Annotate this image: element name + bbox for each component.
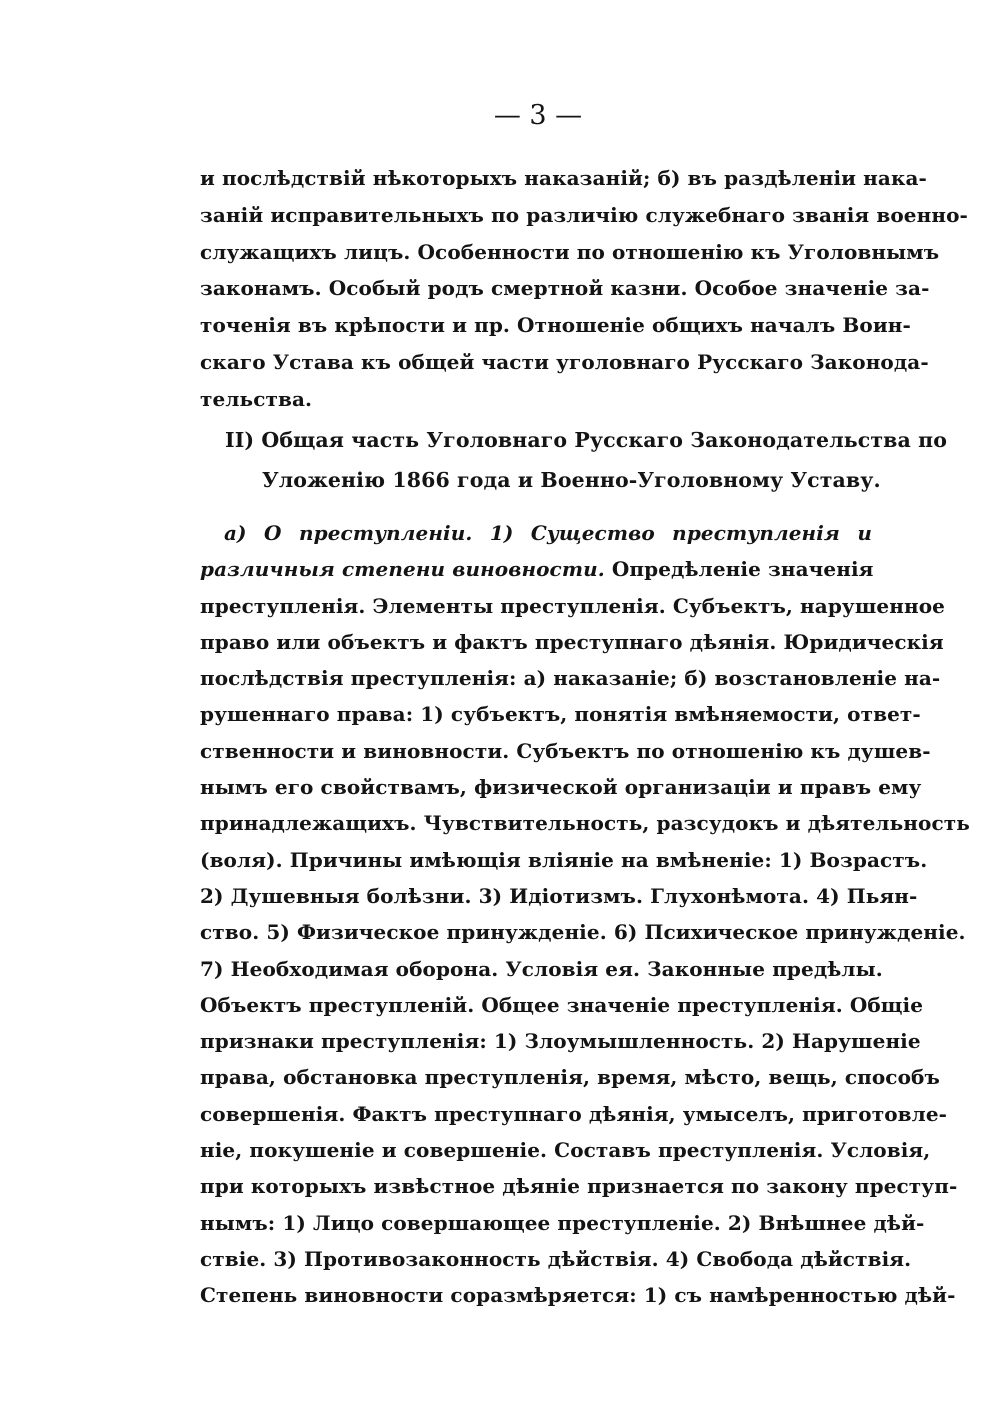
text-line: нымъ его свойствамъ, физической организаціи и правъ ему — [200, 775, 922, 800]
text-line: принадлежащихъ. Чувствительность, разсудокъ и дѣятельность — [200, 811, 970, 836]
text-line: 2) Душевныя болѣзни. 3) Идіотизмъ. Глухонѣмота. 4) Пьян- — [200, 883, 918, 908]
text-line: Степень виновности соразмѣряется: 1) съ намѣренностью дѣй- — [200, 1283, 956, 1308]
text-fragment: Опредѣленіе значенія — [604, 557, 874, 582]
text-line: ство. 5) Физическое принужденіе. 6) Психическое принужденіе. — [200, 920, 966, 945]
paragraph-continuation — [200, 160, 968, 418]
text-line: права, обстановка преступленія, время, мѣсто, вещь, способъ — [200, 1065, 940, 1090]
paragraph-crime — [200, 515, 970, 1314]
text-line: заній исправительныхъ по различію служебнаго званія военно- — [200, 202, 968, 227]
heading-line-2: Уложенію 1866 года и Военно-Уголовному Уставу. — [262, 468, 881, 492]
text-line-italic: а) О преступленіи. 1) Существо преступленія и — [224, 521, 872, 545]
page-number: — 3 — — [493, 100, 583, 131]
text-line: законамъ. Особый родъ смертной казни. Особое значеніе за- — [200, 276, 930, 301]
text-line: совершенія. Фактъ преступнаго дѣянія, умыселъ, приготовле- — [200, 1101, 948, 1126]
text-line: преступленія. Элементы преступленія. Субъектъ, нарушенное — [200, 593, 945, 618]
text-line: тельства. — [200, 386, 313, 411]
text-line: ственности и виновности. Субъектъ по отношенію къ душев- — [200, 738, 931, 763]
text-line-mixed — [200, 551, 872, 587]
heading-line-1: II) Общая часть Уголовнаго Русскаго Законодательства по — [225, 428, 947, 452]
section-heading — [200, 420, 947, 500]
text-line: скаго Устава къ общей части уголовнаго Русскаго Законода- — [200, 349, 929, 374]
text-line: и послѣдствій нѣкоторыхъ наказаній; б) въ раздѣленіи нака- — [200, 166, 927, 190]
text-line: послѣдствія преступленія: а) наказаніе; б) возстановленіе на- — [200, 666, 941, 691]
italic-phrase: различныя степени виновности. — [200, 557, 605, 582]
text-line: при которыхъ извѣстное дѣяніе признается по закону преступ- — [200, 1174, 958, 1199]
text-line: Объектъ преступленій. Общее значеніе преступленія. Общіе — [200, 992, 924, 1017]
text-line: точенія въ крѣпости и пр. Отношеніе общихъ началъ Воин- — [200, 313, 911, 338]
text-line: нымъ: 1) Лицо совершающее преступленіе. 2) Внѣшнее дѣй- — [200, 1210, 925, 1235]
text-line: ніе, покушеніе и совершеніе. Составъ преступленія. Условія, — [200, 1138, 931, 1163]
text-line: (воля). Причины имѣющія вліяніе на вмѣненіе: 1) Возрастъ. — [200, 847, 928, 872]
text-line: служащихъ лицъ. Особенности по отношенію къ Уголовнымъ — [200, 239, 940, 264]
text-line: 7) Необходимая оборона. Условія ея. Законные предѣлы. — [200, 956, 883, 981]
text-line: рушеннаго права: 1) субъектъ, понятія вмѣняемости, ответ- — [200, 702, 921, 727]
text-line: признаки преступленія: 1) Злоумышленность. 2) Нарушеніе — [200, 1029, 921, 1054]
text-line: ствіе. 3) Противозаконность дѣйствія. 4) Свобода дѣйствія. — [200, 1246, 912, 1271]
text-line: право или объектъ и фактъ преступнаго дѣянія. Юридическія — [200, 629, 944, 654]
